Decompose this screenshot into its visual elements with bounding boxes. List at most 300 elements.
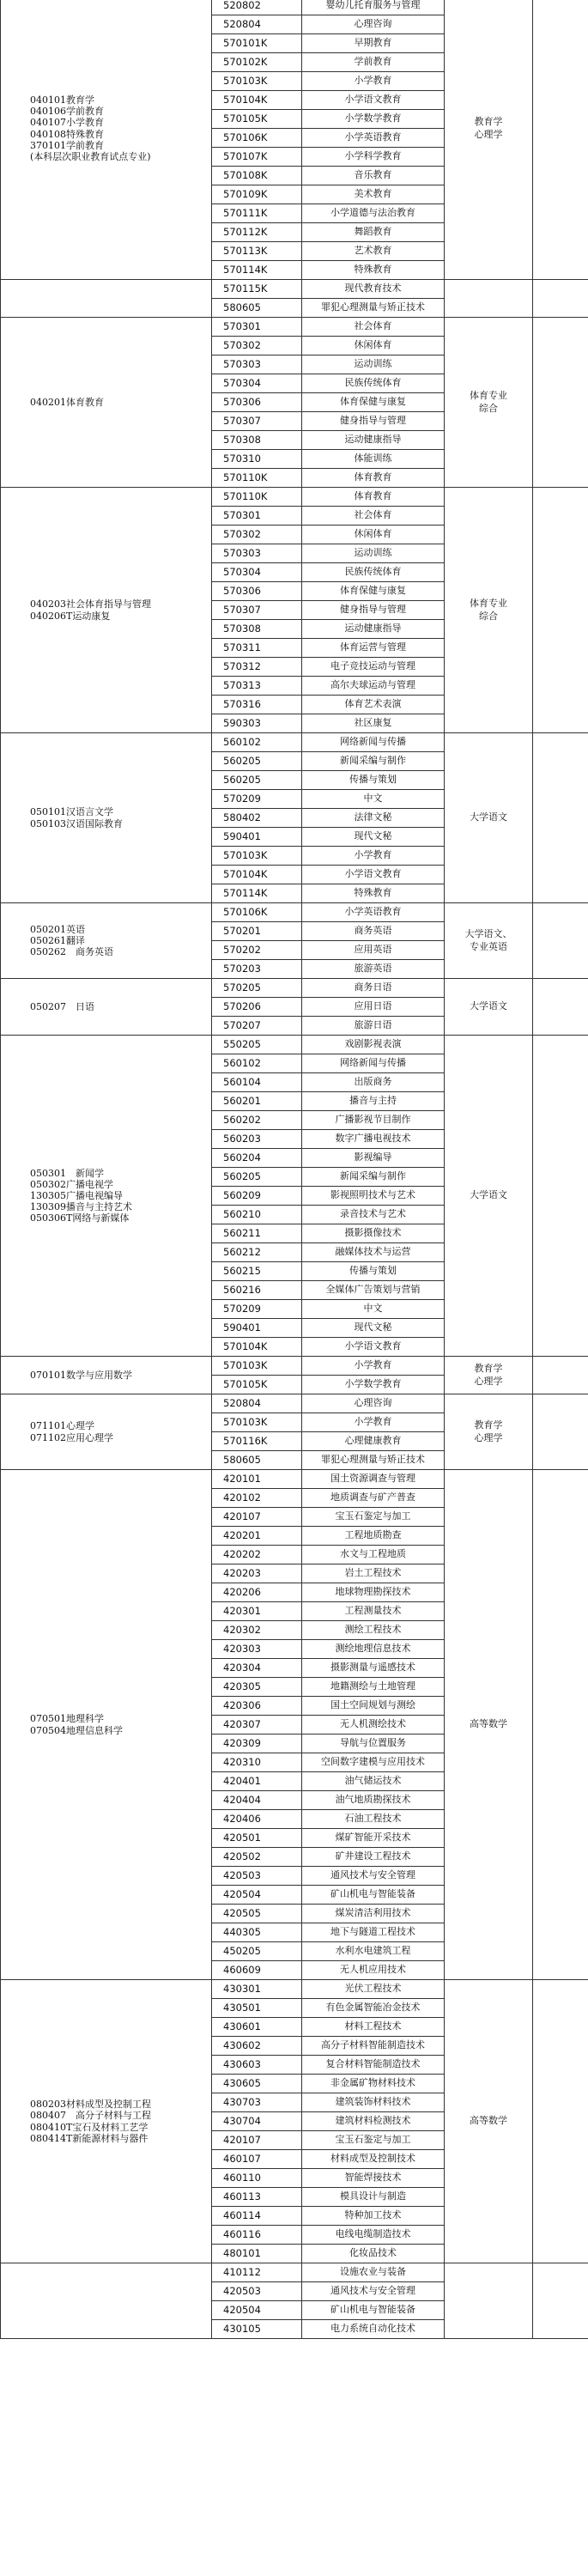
vocational-major-name: 小学教育 [302, 72, 445, 91]
vocational-major-code: 420304 [212, 1659, 302, 1678]
vocational-major-name: 美术教育 [302, 185, 445, 204]
vocational-major-code: 420107 [212, 1508, 302, 1527]
empty-column-cell [533, 903, 588, 979]
vocational-major-name: 休闲体育 [302, 526, 445, 544]
vocational-major-name: 体能训练 [302, 450, 445, 469]
vocational-major-name: 工程测量技术 [302, 1602, 445, 1621]
vocational-major-code: 570101K [212, 34, 302, 53]
exam-subject-cell: 体育专业 综合 [445, 318, 533, 488]
vocational-major-name: 小学数学教育 [302, 110, 445, 129]
exam-subject-cell: 教育学 心理学 [445, 1357, 533, 1394]
vocational-major-name: 旅游日语 [302, 1017, 445, 1036]
vocational-major-code: 420301 [212, 1602, 302, 1621]
vocational-major-code: 570303 [212, 355, 302, 374]
vocational-major-name: 水文与工程地质 [302, 1546, 445, 1564]
vocational-major-name: 心理健康教育 [302, 1432, 445, 1451]
vocational-major-code: 580605 [212, 299, 302, 318]
vocational-major-name: 小学英语教育 [302, 129, 445, 148]
vocational-major-code: 570109K [212, 185, 302, 204]
vocational-major-name: 电子竞技运动与管理 [302, 658, 445, 677]
vocational-major-code: 570304 [212, 563, 302, 582]
vocational-major-code: 520804 [212, 1394, 302, 1413]
vocational-major-name: 应用英语 [302, 941, 445, 960]
vocational-major-name: 影视编导 [302, 1149, 445, 1168]
vocational-major-name: 中文 [302, 1300, 445, 1319]
vocational-major-code: 570103K [212, 1357, 302, 1376]
vocational-major-code: 560205 [212, 771, 302, 790]
vocational-major-code: 570313 [212, 677, 302, 696]
vocational-major-code: 570302 [212, 337, 302, 355]
table-row [1, 1470, 588, 1489]
vocational-major-code: 450205 [212, 1942, 302, 1961]
vocational-major-name: 民族传统体育 [302, 563, 445, 582]
vocational-major-code: 460107 [212, 2150, 302, 2169]
vocational-major-code: 520802 [212, 0, 302, 15]
vocational-major-code: 420404 [212, 1791, 302, 1810]
vocational-major-code: 560216 [212, 1281, 302, 1300]
vocational-major-name: 中文 [302, 790, 445, 809]
vocational-major-code: 560215 [212, 1262, 302, 1281]
exam-subject-cell: 大学语文 [445, 733, 533, 903]
vocational-major-name: 健身指导与管理 [302, 601, 445, 620]
vocational-major-name: 地球物理勘探技术 [302, 1583, 445, 1602]
vocational-major-name: 建筑材料检测技术 [302, 2112, 445, 2131]
vocational-major-code: 420202 [212, 1546, 302, 1564]
vocational-major-code: 420406 [212, 1810, 302, 1829]
vocational-major-code: 560209 [212, 1187, 302, 1206]
vocational-major-code: 570105K [212, 1376, 302, 1394]
vocational-major-name: 复合材料智能制造技术 [302, 2056, 445, 2075]
vocational-major-name: 全媒体广告策划与营销 [302, 1281, 445, 1300]
table-row [1, 903, 588, 922]
vocational-major-code: 570110K [212, 488, 302, 507]
exam-subject-cell: 大学语文 [445, 1036, 533, 1357]
vocational-major-code: 570311 [212, 639, 302, 658]
bachelor-major-cell: 070501地理科学 070504地理信息科学 [1, 1470, 212, 1980]
vocational-major-name: 广播影视节目制作 [302, 1111, 445, 1130]
vocational-major-code: 570307 [212, 412, 302, 431]
vocational-major-code: 430704 [212, 2112, 302, 2131]
empty-column-cell [533, 280, 588, 318]
vocational-major-name: 小学语文教育 [302, 1338, 445, 1357]
vocational-major-code: 570104K [212, 91, 302, 110]
vocational-major-code: 480101 [212, 2245, 302, 2263]
table-row [1, 1394, 588, 1413]
vocational-major-name: 非金属矿物材料技术 [302, 2075, 445, 2093]
vocational-major-name: 社区康复 [302, 714, 445, 733]
vocational-major-name: 地质调查与矿产普查 [302, 1489, 445, 1508]
vocational-major-name: 石油工程技术 [302, 1810, 445, 1829]
vocational-major-code: 460113 [212, 2188, 302, 2207]
vocational-major-name: 戏剧影视表演 [302, 1036, 445, 1054]
vocational-major-name: 测绘地理信息技术 [302, 1640, 445, 1659]
vocational-major-name: 传播与策划 [302, 771, 445, 790]
vocational-major-code: 430601 [212, 2018, 302, 2037]
vocational-major-code: 560210 [212, 1206, 302, 1224]
vocational-major-code: 560102 [212, 733, 302, 752]
vocational-major-code: 570103K [212, 1413, 302, 1432]
vocational-major-code: 420302 [212, 1621, 302, 1640]
vocational-major-code: 580605 [212, 1451, 302, 1470]
vocational-major-code: 420305 [212, 1678, 302, 1697]
vocational-major-name: 摄影测量与遥感技术 [302, 1659, 445, 1678]
vocational-major-name: 岩土工程技术 [302, 1564, 445, 1583]
exam-subject-cell: 大学语文 [445, 979, 533, 1036]
vocational-major-name: 法律文秘 [302, 809, 445, 828]
vocational-major-name: 休闲体育 [302, 337, 445, 355]
vocational-major-code: 520804 [212, 15, 302, 34]
vocational-major-name: 社会体育 [302, 318, 445, 337]
vocational-major-code: 570104K [212, 1338, 302, 1357]
vocational-major-code: 560212 [212, 1243, 302, 1262]
vocational-major-name: 婴幼儿托育服务与管理 [302, 0, 445, 15]
bachelor-major-cell: 040203社会体育指导与管理 040206T运动康复 [1, 488, 212, 733]
vocational-major-name: 矿山机电与智能装备 [302, 2301, 445, 2320]
empty-column-cell [533, 0, 588, 280]
exam-subject-cell [445, 2263, 533, 2339]
table-row [1, 1036, 588, 1054]
vocational-major-name: 油气储运技术 [302, 1772, 445, 1791]
vocational-major-code: 570103K [212, 847, 302, 866]
vocational-major-code: 420101 [212, 1470, 302, 1489]
vocational-major-name: 材料工程技术 [302, 2018, 445, 2037]
vocational-major-code: 560203 [212, 1130, 302, 1149]
vocational-major-code: 560204 [212, 1149, 302, 1168]
vocational-major-code: 560211 [212, 1224, 302, 1243]
vocational-major-name: 播音与主持 [302, 1092, 445, 1111]
vocational-major-code: 570301 [212, 507, 302, 526]
vocational-major-code: 570207 [212, 1017, 302, 1036]
vocational-major-name: 导航与位置服务 [302, 1735, 445, 1753]
vocational-major-code: 430602 [212, 2037, 302, 2056]
vocational-major-name: 摄影摄像技术 [302, 1224, 445, 1243]
vocational-major-code: 420309 [212, 1735, 302, 1753]
vocational-major-code: 590401 [212, 1319, 302, 1338]
vocational-major-code: 590303 [212, 714, 302, 733]
table-row [1, 979, 588, 998]
empty-column-cell [533, 318, 588, 488]
vocational-major-code: 560205 [212, 752, 302, 771]
vocational-major-code: 420504 [212, 2301, 302, 2320]
vocational-major-name: 新闻采编与制作 [302, 1168, 445, 1187]
vocational-major-code: 420503 [212, 2282, 302, 2301]
vocational-major-code: 420303 [212, 1640, 302, 1659]
table-row [1, 733, 588, 752]
vocational-major-code: 570312 [212, 658, 302, 677]
vocational-major-name: 水利水电建筑工程 [302, 1942, 445, 1961]
vocational-major-name: 舞蹈教育 [302, 223, 445, 242]
table-row [1, 488, 588, 507]
vocational-major-name: 小学道德与法治教育 [302, 204, 445, 223]
vocational-major-code: 420502 [212, 1848, 302, 1867]
table-row [1, 1980, 588, 1999]
vocational-major-code: 590401 [212, 828, 302, 847]
empty-column-cell [533, 488, 588, 733]
vocational-major-code: 420401 [212, 1772, 302, 1791]
vocational-major-code: 570302 [212, 526, 302, 544]
exam-subject-cell: 高等数学 [445, 1980, 533, 2263]
vocational-major-name: 心理咨询 [302, 1394, 445, 1413]
vocational-major-name: 罪犯心理测量与矫正技术 [302, 299, 445, 318]
vocational-major-name: 现代文秘 [302, 1319, 445, 1338]
bachelor-major-cell: 071101心理学 071102应用心理学 [1, 1394, 212, 1470]
vocational-major-code: 570107K [212, 148, 302, 167]
vocational-major-name: 体育教育 [302, 469, 445, 488]
vocational-major-code: 560202 [212, 1111, 302, 1130]
vocational-major-name: 新闻采编与制作 [302, 752, 445, 771]
table-row [1, 280, 588, 299]
vocational-major-name: 应用日语 [302, 998, 445, 1017]
vocational-major-code: 420206 [212, 1583, 302, 1602]
vocational-major-code: 420503 [212, 1867, 302, 1886]
vocational-major-code: 580402 [212, 809, 302, 828]
vocational-major-name: 特种加工技术 [302, 2207, 445, 2226]
vocational-major-code: 570116K [212, 1432, 302, 1451]
vocational-major-name: 宝玉石鉴定与加工 [302, 2131, 445, 2150]
vocational-major-code: 420505 [212, 1905, 302, 1923]
vocational-major-code: 570205 [212, 979, 302, 998]
bachelor-major-cell: 050301 新闻学 050302广播电视学 130305广播电视编导 130309播音与主持艺术 050306T网络与新媒体 [1, 1036, 212, 1357]
exam-subject-cell: 教育学 心理学 [445, 1394, 533, 1470]
bachelor-major-cell: 080203材料成型及控制工程 080407 高分子材料与工程 080410T宝石及材料工艺学 080414T新能源材料与器件 [1, 1980, 212, 2263]
exam-subject-cell: 教育学 心理学 [445, 0, 533, 280]
vocational-major-code: 570301 [212, 318, 302, 337]
vocational-major-name: 小学数学教育 [302, 1376, 445, 1394]
vocational-major-code: 560205 [212, 1168, 302, 1187]
empty-column-cell [533, 1036, 588, 1357]
vocational-major-code: 420501 [212, 1829, 302, 1848]
vocational-major-name: 体育艺术表演 [302, 696, 445, 714]
vocational-major-code: 460609 [212, 1961, 302, 1980]
vocational-major-code: 460114 [212, 2207, 302, 2226]
vocational-major-code: 570106K [212, 129, 302, 148]
vocational-major-code: 570303 [212, 544, 302, 563]
vocational-major-name: 学前教育 [302, 53, 445, 72]
vocational-major-code: 460116 [212, 2226, 302, 2245]
vocational-major-name: 油气地质勘探技术 [302, 1791, 445, 1810]
vocational-major-name: 小学语文教育 [302, 866, 445, 884]
vocational-major-name: 通风技术与安全管理 [302, 2282, 445, 2301]
vocational-major-code: 570110K [212, 469, 302, 488]
vocational-major-code: 570306 [212, 393, 302, 412]
vocational-major-name: 特殊教育 [302, 884, 445, 903]
bachelor-major-cell: 040201体育教育 [1, 318, 212, 488]
vocational-major-code: 570308 [212, 620, 302, 639]
vocational-major-code: 420310 [212, 1753, 302, 1772]
vocational-major-name: 运动训练 [302, 355, 445, 374]
table-row [1, 2263, 588, 2282]
vocational-major-code: 570201 [212, 922, 302, 941]
vocational-major-code: 570108K [212, 167, 302, 185]
vocational-major-code: 570111K [212, 204, 302, 223]
vocational-major-name: 通风技术与安全管理 [302, 1867, 445, 1886]
vocational-major-name: 特殊教育 [302, 261, 445, 280]
vocational-major-name: 体育教育 [302, 488, 445, 507]
vocational-major-code: 420307 [212, 1716, 302, 1735]
vocational-major-name: 电力系统自动化技术 [302, 2320, 445, 2339]
vocational-major-name: 现代教育技术 [302, 280, 445, 299]
vocational-major-name: 心理咨询 [302, 15, 445, 34]
vocational-major-code: 560104 [212, 1073, 302, 1092]
empty-column-cell [533, 733, 588, 903]
vocational-major-code: 420102 [212, 1489, 302, 1508]
vocational-major-code: 570104K [212, 866, 302, 884]
vocational-major-name: 智能焊接技术 [302, 2169, 445, 2188]
vocational-major-name: 商务日语 [302, 979, 445, 998]
vocational-major-code: 570202 [212, 941, 302, 960]
vocational-major-code: 430301 [212, 1980, 302, 1999]
vocational-major-code: 410112 [212, 2263, 302, 2282]
vocational-major-code: 570308 [212, 431, 302, 450]
bachelor-major-cell: 050101汉语言文学 050103汉语国际教育 [1, 733, 212, 903]
vocational-major-name: 小学教育 [302, 847, 445, 866]
vocational-major-name: 模具设计与制造 [302, 2188, 445, 2207]
vocational-major-code: 420107 [212, 2131, 302, 2150]
vocational-major-code: 420203 [212, 1564, 302, 1583]
vocational-major-name: 商务英语 [302, 922, 445, 941]
vocational-major-name: 材料成型及控制技术 [302, 2150, 445, 2169]
vocational-major-code: 560201 [212, 1092, 302, 1111]
vocational-major-name: 国土资源调查与管理 [302, 1470, 445, 1489]
vocational-major-code: 570310 [212, 450, 302, 469]
vocational-major-code: 420201 [212, 1527, 302, 1546]
vocational-major-code: 570102K [212, 53, 302, 72]
vocational-major-name: 出版商务 [302, 1073, 445, 1092]
vocational-major-name: 测绘工程技术 [302, 1621, 445, 1640]
vocational-major-name: 小学科学教育 [302, 148, 445, 167]
vocational-major-name: 煤矿智能开采技术 [302, 1829, 445, 1848]
vocational-major-code: 440305 [212, 1923, 302, 1942]
vocational-major-code: 570103K [212, 72, 302, 91]
vocational-major-code: 570203 [212, 960, 302, 979]
vocational-major-code: 570105K [212, 110, 302, 129]
bachelor-major-cell: 050201英语 050261翻译 050262 商务英语 [1, 903, 212, 979]
vocational-major-code: 430105 [212, 2320, 302, 2339]
empty-column-cell [533, 979, 588, 1036]
vocational-major-name: 高分子材料智能制造技术 [302, 2037, 445, 2056]
vocational-major-name: 民族传统体育 [302, 374, 445, 393]
vocational-major-name: 化妆品技术 [302, 2245, 445, 2263]
vocational-major-name: 网络新闻与传播 [302, 733, 445, 752]
bachelor-major-cell: 070101数学与应用数学 [1, 1357, 212, 1394]
vocational-major-name: 空间数字建模与应用技术 [302, 1753, 445, 1772]
vocational-major-code: 550205 [212, 1036, 302, 1054]
vocational-major-name: 小学语文教育 [302, 91, 445, 110]
bachelor-major-cell: 040101教育学 040106学前教育 040107小学教育 040108特殊教育 370101学前教育 (本科层次职业教育试点专业) [1, 0, 212, 280]
vocational-major-name: 传播与策划 [302, 1262, 445, 1281]
vocational-major-name: 无人机应用技术 [302, 1961, 445, 1980]
vocational-major-name: 旅游英语 [302, 960, 445, 979]
vocational-major-code: 570316 [212, 696, 302, 714]
bachelor-major-cell [1, 280, 212, 318]
vocational-major-code: 460110 [212, 2169, 302, 2188]
vocational-major-name: 建筑装饰材料技术 [302, 2093, 445, 2112]
vocational-major-name: 地下与隧道工程技术 [302, 1923, 445, 1942]
vocational-major-name: 体育运营与管理 [302, 639, 445, 658]
vocational-major-name: 小学英语教育 [302, 903, 445, 922]
major-mapping-table-body [1, 0, 588, 2339]
vocational-major-name: 体育保健与康复 [302, 393, 445, 412]
bachelor-major-cell: 050207 日语 [1, 979, 212, 1036]
table-row [1, 318, 588, 337]
vocational-major-code: 570206 [212, 998, 302, 1017]
exam-subject-cell: 大学语文、 专业英语 [445, 903, 533, 979]
vocational-major-name: 音乐教育 [302, 167, 445, 185]
vocational-major-name: 宝玉石鉴定与加工 [302, 1508, 445, 1527]
vocational-major-name: 无人机测绘技术 [302, 1716, 445, 1735]
exam-subject-cell [445, 280, 533, 318]
exam-subject-cell: 体育专业 综合 [445, 488, 533, 733]
exam-subject-cell: 高等数学 [445, 1470, 533, 1980]
vocational-major-name: 运动健康指导 [302, 620, 445, 639]
vocational-major-name: 光伏工程技术 [302, 1980, 445, 1999]
vocational-major-code: 570106K [212, 903, 302, 922]
vocational-major-code: 570209 [212, 790, 302, 809]
vocational-major-name: 电线电缆制造技术 [302, 2226, 445, 2245]
vocational-major-name: 矿井建设工程技术 [302, 1848, 445, 1867]
empty-column-cell [533, 2263, 588, 2339]
vocational-major-name: 现代文秘 [302, 828, 445, 847]
vocational-major-name: 国土空间规划与测绘 [302, 1697, 445, 1716]
vocational-major-name: 小学教育 [302, 1413, 445, 1432]
vocational-major-name: 运动训练 [302, 544, 445, 563]
table-row [1, 1357, 588, 1376]
empty-column-cell [533, 1394, 588, 1470]
vocational-major-name: 工程地质勘查 [302, 1527, 445, 1546]
vocational-major-name: 小学教育 [302, 1357, 445, 1376]
vocational-major-code: 420504 [212, 1886, 302, 1905]
vocational-major-name: 数字广播电视技术 [302, 1130, 445, 1149]
vocational-major-name: 运动健康指导 [302, 431, 445, 450]
vocational-major-name: 网络新闻与传播 [302, 1054, 445, 1073]
vocational-major-name: 社会体育 [302, 507, 445, 526]
vocational-major-name: 有色金属智能冶金技术 [302, 1999, 445, 2018]
vocational-major-name: 早期教育 [302, 34, 445, 53]
bachelor-major-cell [1, 2263, 212, 2339]
vocational-major-code: 560102 [212, 1054, 302, 1073]
vocational-major-code: 570113K [212, 242, 302, 261]
vocational-major-name: 设施农业与装备 [302, 2263, 445, 2282]
vocational-major-name: 高尔夫球运动与管理 [302, 677, 445, 696]
empty-column-cell [533, 1980, 588, 2263]
vocational-major-code: 430603 [212, 2056, 302, 2075]
vocational-major-name: 健身指导与管理 [302, 412, 445, 431]
vocational-major-name: 录音技术与艺术 [302, 1206, 445, 1224]
vocational-major-code: 570209 [212, 1300, 302, 1319]
vocational-major-code: 420306 [212, 1697, 302, 1716]
vocational-major-name: 体育保健与康复 [302, 582, 445, 601]
vocational-major-code: 430501 [212, 1999, 302, 2018]
vocational-major-code: 570114K [212, 261, 302, 280]
vocational-major-code: 430703 [212, 2093, 302, 2112]
vocational-major-code: 570114K [212, 884, 302, 903]
vocational-major-code: 570112K [212, 223, 302, 242]
vocational-major-name: 影视照明技术与艺术 [302, 1187, 445, 1206]
vocational-major-code: 570307 [212, 601, 302, 620]
vocational-major-code: 570306 [212, 582, 302, 601]
vocational-major-name: 融媒体技术与运营 [302, 1243, 445, 1262]
empty-column-cell [533, 1357, 588, 1394]
vocational-major-name: 艺术教育 [302, 242, 445, 261]
vocational-major-name: 地籍测绘与土地管理 [302, 1678, 445, 1697]
vocational-major-code: 570304 [212, 374, 302, 393]
vocational-major-code: 570115K [212, 280, 302, 299]
vocational-major-code: 430605 [212, 2075, 302, 2093]
vocational-major-name: 矿山机电与智能装备 [302, 1886, 445, 1905]
empty-column-cell [533, 1470, 588, 1980]
vocational-major-name: 煤炭清洁利用技术 [302, 1905, 445, 1923]
vocational-major-name: 罪犯心理测量与矫正技术 [302, 1451, 445, 1470]
